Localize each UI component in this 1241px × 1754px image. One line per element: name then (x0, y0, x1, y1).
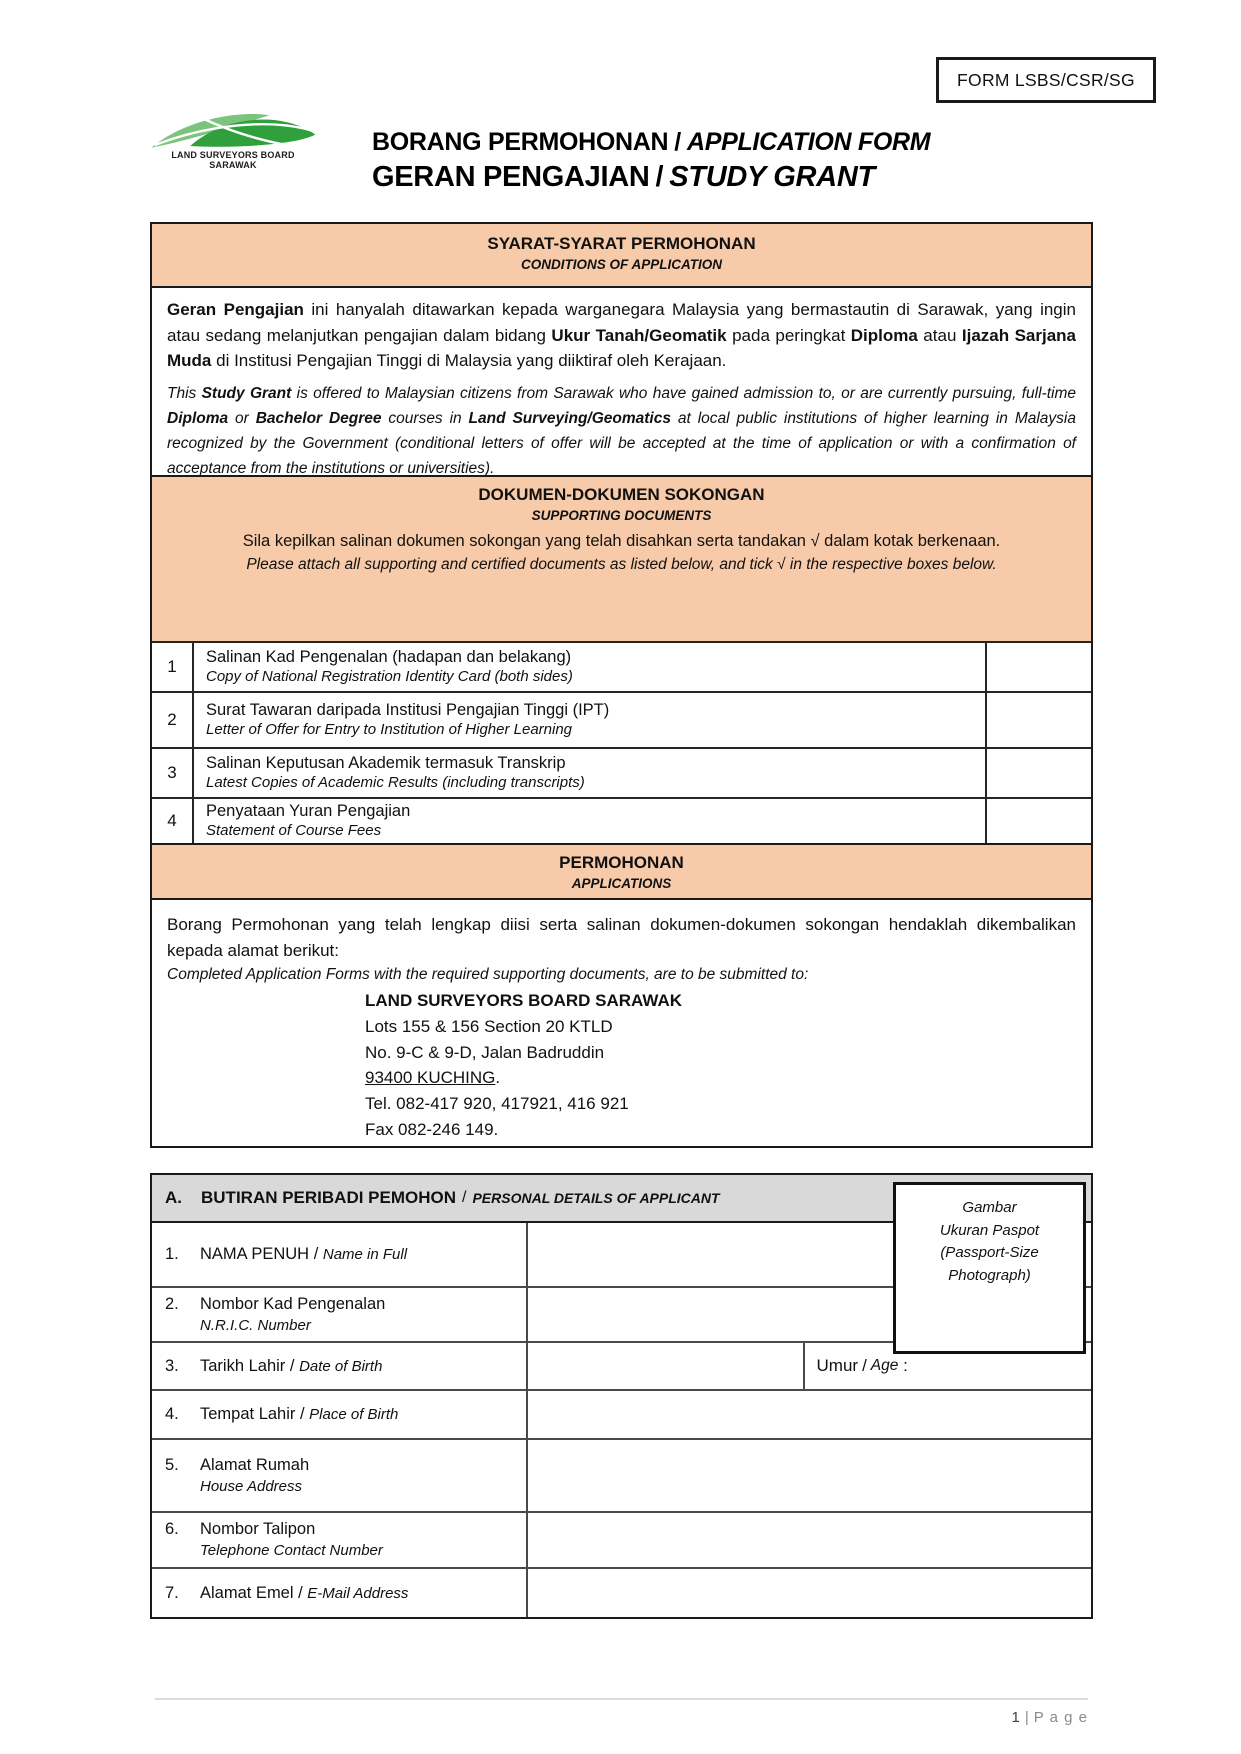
text-segment: is offered to Malaysian citizens from Sarawak who have gained admission to, or are currently pursuing, full-time (291, 384, 1076, 402)
address-city-line (365, 1065, 1076, 1091)
applications-title-english: APPLICATIONS (571, 876, 672, 891)
logo-caption: LAND SURVEYORS BOARD SARAWAK (171, 150, 295, 170)
title2-english: STUDY GRANT (669, 161, 875, 193)
applications-title-malay: PERMOHONAN (559, 853, 684, 872)
tick-box[interactable] (985, 693, 1091, 747)
info-table (150, 222, 1093, 1148)
address-fax: Fax 082-246 149. (365, 1120, 499, 1140)
documents-title-malay: DOKUMEN-DOKUMEN SOKONGAN (478, 485, 765, 504)
text-segment: Diploma (167, 409, 229, 427)
field-malay: Alamat Rumah (200, 1455, 310, 1474)
field-separator: / (293, 1583, 308, 1602)
field-number: 5. (165, 1455, 179, 1474)
page-footer (155, 1698, 1088, 1726)
section-letter: A. (165, 1188, 182, 1207)
field-number: 1. (165, 1245, 179, 1263)
documents-title-english: SUPPORTING DOCUMENTS (531, 508, 712, 523)
applications-body (152, 900, 1091, 1146)
document-description (194, 799, 985, 843)
field-english: Telephone Contact Number (200, 1542, 383, 1559)
section-a-separator: / (462, 1189, 467, 1206)
field-row-address (152, 1440, 1091, 1513)
field-label (152, 1223, 528, 1286)
text-segment: atau (917, 325, 962, 345)
conditions-title-malay: SYARAT-SYARAT PERMOHONAN (487, 234, 756, 253)
text-segment: Land Surveying/Geomatics (468, 409, 671, 427)
field-malay: Tempat Lahir (200, 1405, 296, 1423)
field-malay: Nombor Kad Pengenalan (200, 1294, 386, 1313)
field-english: Name in Full (322, 1246, 408, 1263)
text-segment: Bachelor Degree (255, 409, 382, 427)
document-row-4 (152, 799, 1091, 845)
title1-malay: BORANG PERMOHONAN (372, 128, 669, 156)
age-separator: / (862, 1356, 867, 1375)
photo-box-line: Gambar (962, 1199, 1017, 1216)
tick-box[interactable] (985, 799, 1091, 843)
text-segment: Ukur Tanah/Geomatik (551, 325, 727, 345)
document-malay: Penyataan Yuran Pengajian (206, 801, 411, 820)
text-segment: This (167, 384, 202, 402)
passport-photo-box[interactable] (893, 1182, 1086, 1354)
conditions-paragraph-english (167, 381, 1076, 478)
age-colon: : (898, 1356, 908, 1375)
document-malay: Surat Tawaran daripada Institusi Pengajian Tinggi (IPT) (206, 700, 610, 719)
field-label (152, 1288, 528, 1341)
field-row-phone (152, 1513, 1091, 1569)
phone-input-area[interactable] (528, 1513, 1091, 1567)
title-line-2 (372, 161, 930, 194)
field-row-pob (152, 1391, 1091, 1440)
age-label-malay: Umur (816, 1356, 859, 1375)
pob-input-area[interactable] (528, 1391, 1091, 1438)
land-surveyors-logo-icon (147, 108, 319, 150)
address-line-1: Lots 155 & 156 Section 20 KTLD (365, 1016, 613, 1036)
title2-malay: GERAN PENGAJIAN (372, 161, 650, 193)
document-english: Letter of Offer for Entry to Institution of Higher Learning (206, 721, 573, 739)
field-separator: / (309, 1245, 323, 1263)
document-english: Copy of National Registration Identity Card (both sides) (206, 668, 573, 686)
conditions-body (152, 288, 1091, 477)
org-logo (147, 108, 319, 170)
field-label (152, 1343, 528, 1389)
document-english: Statement of Course Fees (206, 822, 382, 840)
house-address-input-area[interactable] (528, 1440, 1091, 1511)
field-malay: Tarikh Lahir (200, 1356, 286, 1375)
document-english: Latest Copies of Academic Results (including transcripts) (206, 774, 585, 792)
row-number: 3 (152, 749, 194, 797)
photo-box-line: (Passport-Size (940, 1244, 1039, 1261)
address-city-suffix: . (495, 1068, 501, 1088)
document-description (194, 693, 985, 747)
applications-paragraph-malay: Borang Permohonan yang telah lengkap diisi serta salinan dokumen-dokumen sokongan hendaklah dikembalikan kepada alamat berikut: (167, 915, 1076, 960)
text-segment: pada peringkat (726, 325, 851, 345)
field-english: N.R.I.C. Number (200, 1316, 311, 1334)
conditions-title-english: CONDITIONS OF APPLICATION (521, 257, 722, 272)
address-org-name: LAND SURVEYORS BOARD SARAWAK (365, 991, 683, 1010)
field-number: 4. (165, 1405, 179, 1423)
conditions-header (152, 224, 1091, 288)
conditions-paragraph-malay (167, 297, 1076, 374)
form-code-text: FORM LSBS/CSR/SG (957, 69, 1135, 90)
document-malay: Salinan Keputusan Akademik termasuk Transkrip (206, 753, 566, 772)
field-separator: / (295, 1405, 310, 1423)
text-segment: di Institusi Pengajian Tinggi di Malaysia yang diiktiraf oleh Kerajaan. (211, 351, 727, 370)
text-segment: Study Grant (201, 384, 292, 402)
document-description (194, 749, 985, 797)
field-number: 6. (165, 1520, 179, 1538)
supporting-documents-header (152, 477, 1091, 643)
address-telephone: Tel. 082-417 920, 417921, 416 921 (365, 1094, 629, 1114)
field-label (152, 1391, 528, 1438)
field-malay: Alamat Emel (200, 1583, 294, 1602)
section-a-title-malay: BUTIRAN PERIBADI PEMOHON (201, 1188, 457, 1207)
page-number: 1 (1011, 1709, 1020, 1726)
document-description (194, 643, 985, 691)
field-number: 7. (165, 1583, 179, 1602)
title1-english: APPLICATION FORM (686, 128, 931, 156)
footer-separator: | (1024, 1709, 1029, 1726)
applications-paragraph-english: Completed Application Forms with the required supporting documents, are to be submitted to: (167, 966, 809, 983)
text-segment: at local public institutions of higher learning in Malaysia recognized by the Government (conditional letters of offer will be accepted at the time of application or with a confirmation of acceptance from the institutions or universities). (167, 409, 1076, 477)
documents-instruction-english: Please attach all supporting and certified documents as listed below, and tick √ in the respective boxes below. (246, 556, 997, 573)
form-code-box (936, 57, 1156, 103)
field-separator: / (285, 1356, 300, 1375)
field-number: 2. (165, 1294, 179, 1313)
tick-box[interactable] (985, 749, 1091, 797)
email-input-area[interactable] (528, 1569, 1091, 1617)
photo-box-line: Ukuran Paspot (939, 1221, 1040, 1239)
field-malay: NAMA PENUH (200, 1245, 310, 1263)
field-english: Place of Birth (309, 1406, 399, 1423)
document-row-2 (152, 693, 1091, 749)
field-malay: Nombor Talipon (200, 1520, 316, 1538)
section-a-title-english: PERSONAL DETAILS OF APPLICANT (472, 1190, 720, 1206)
text-segment: ini hanyalah ditawarkan kepada warganegara Malaysia yang bermastautin di Sarawak, yang ingin atau sedang melanjutkan pengajian dalam bidang (167, 300, 1076, 345)
title2-separator: / (655, 161, 664, 193)
field-english: House Address (200, 1477, 302, 1495)
photo-box-line: Photograph) (948, 1266, 1031, 1284)
text-segment: Ijazah Sarjana Muda (167, 325, 1077, 370)
footer-page-label: P a g e (1033, 1709, 1088, 1726)
field-label (152, 1513, 528, 1567)
row-number: 4 (152, 799, 194, 843)
document-row-3 (152, 749, 1091, 799)
document-row-1 (152, 643, 1091, 693)
text-segment: courses in (381, 409, 469, 427)
row-number: 1 (152, 643, 194, 691)
title1-separator: / (674, 128, 681, 156)
submission-address (365, 988, 1076, 1143)
field-label (152, 1440, 528, 1511)
applications-header (152, 845, 1091, 900)
documents-instruction-malay: Sila kepilkan salinan dokumen sokongan yang telah disahkan serta tandakan √ dalam kotak berkenaan. (242, 532, 1001, 550)
field-row-email (152, 1569, 1091, 1617)
row-number: 2 (152, 693, 194, 747)
tick-box[interactable] (985, 643, 1091, 691)
text-segment: or (228, 409, 256, 427)
title-line-1 (372, 128, 930, 157)
address-city: 93400 KUCHING (365, 1068, 496, 1088)
dob-input-area[interactable] (528, 1343, 805, 1389)
text-segment: Geran Pengajian (167, 300, 304, 319)
field-english: Date of Birth (299, 1357, 383, 1375)
text-segment: Diploma (850, 325, 918, 345)
field-label (152, 1569, 528, 1617)
document-title (372, 128, 930, 194)
age-label-english: Age (870, 1357, 899, 1374)
field-number: 3. (165, 1356, 179, 1375)
field-english: E-Mail Address (307, 1584, 409, 1602)
address-line-2: No. 9-C & 9-D, Jalan Badruddin (365, 1042, 605, 1062)
document-malay: Salinan Kad Pengenalan (hadapan dan belakang) (206, 647, 572, 666)
